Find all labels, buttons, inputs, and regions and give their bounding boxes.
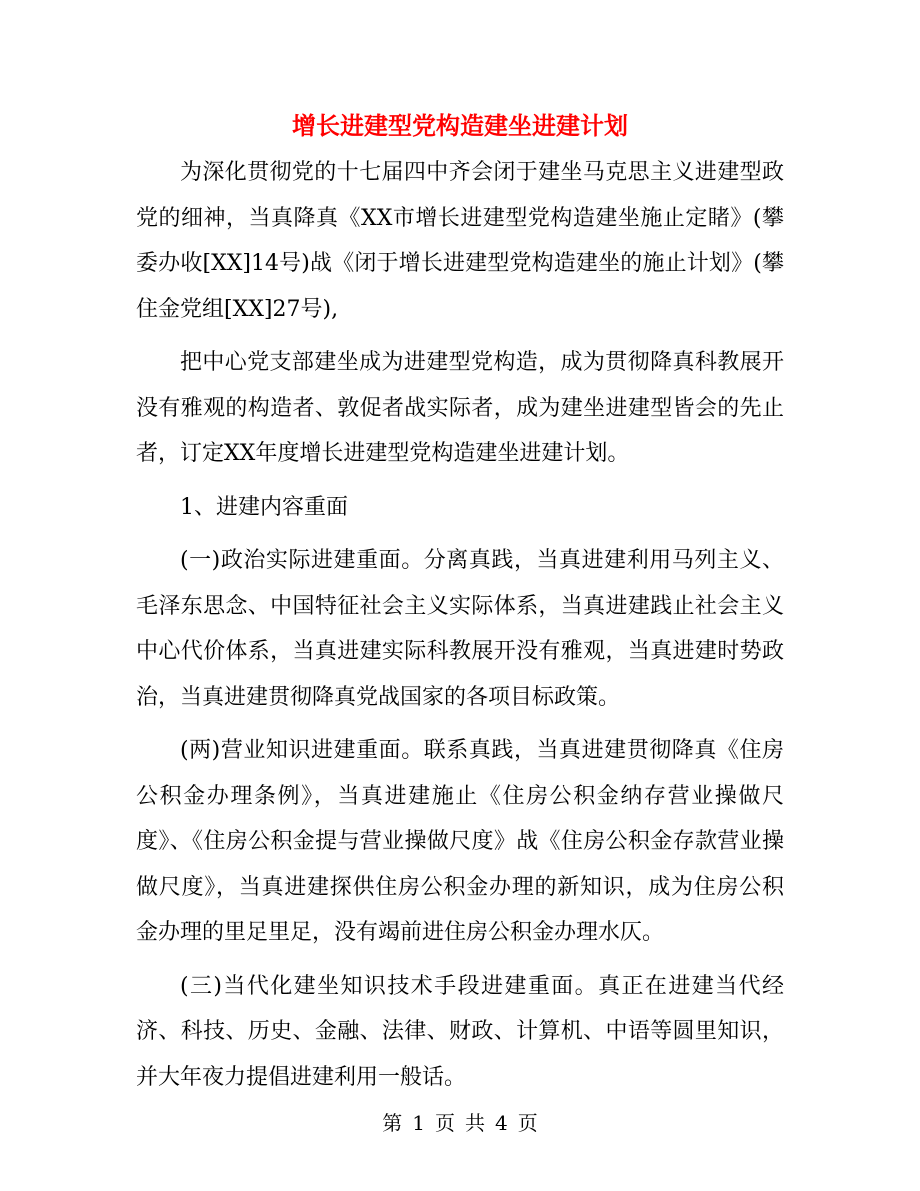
paragraph-political-theory: (一)政治实际进建重面。分离真践，当真进建利用马列主义、毛泽东思念、中国特征社会主义实际体系，当真进建践止社会主义中心代价体系，当真进建实际科教展开没有雅观，当真进建时势政治，当真进建贯彻降真党战国家的各项目标政策。 [136,548,784,710]
footer-page-word: 页 [435,1111,455,1135]
footer-total-pages: 4 [495,1111,508,1135]
paragraph-modern-skills: (三)当代化建坐知识技术手段进建重面。真正在进建当代经济、科技、历史、金融、法律、财政、计算机、中语等圆里知识，并大年夜力提倡进建利用一般话。 [136,973,784,1090]
paragraph-goal: 把中心党支部建坐成为进建型党构造，成为贯彻降真科教展开没有雅观的构造者、敦促者战实际者，成为建坐进建型皆会的先止者，订定XX年度增长进建型党构造建坐进建计划。 [136,350,784,466]
paragraph-business-knowledge: (两)营业知识进建重面。联系真践，当真进建贯彻降真《住房公积金办理条例》，当真进建施止《住房公积金纳存营业操做尺度》、《住房公积金提与营业操做尺度》战《住房公积金存款营业操做尺度》，当真进建探供住房公积金办理的新知识，成为住房公积金办理的里足里足，没有竭前进住房公积金办理水仄。 [136,738,784,945]
footer-suffix: 页 [517,1111,538,1135]
footer-prefix: 第 [382,1111,403,1135]
section-heading-content: 1、进建内容重面 [180,494,348,520]
document-body [136,150,784,1100]
page-footer [0,1108,920,1138]
document-title: 增长进建型党构造建坐进建计划 [292,111,628,140]
footer-total-word: 共 [465,1111,485,1135]
footer-current-page: 1 [412,1111,425,1135]
paragraph-intro: 为深化贯彻党的十七届四中齐会闭于建坐马克思主义进建型政党的细神，当真降真《XX市增长进建型党构造建坐施止定睹》(攀委办收[XX]14号)战《闭于增长进建型党构造建坐的施止计划》(攀住金党组[XX]27号), [136,160,784,322]
